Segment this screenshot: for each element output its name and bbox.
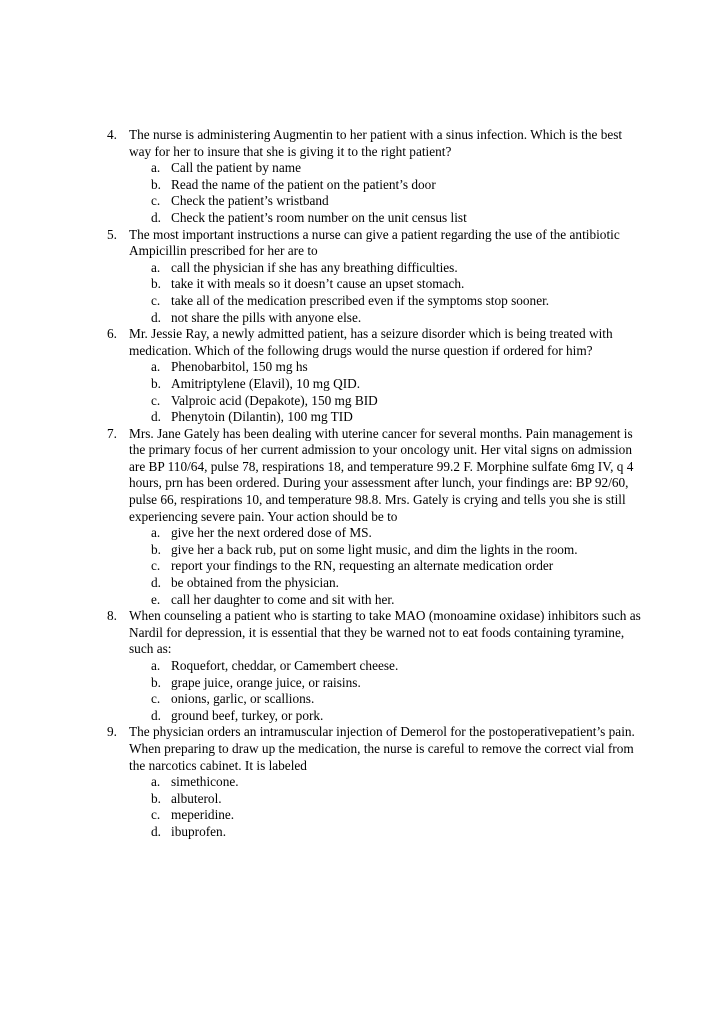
option (0, 558, 728, 575)
option-letter: d. (151, 707, 161, 723)
question-number: 4. (107, 127, 117, 142)
option-text: call the physician if she has any breathing difficulties. (171, 259, 458, 275)
option (0, 525, 728, 542)
option (0, 708, 728, 725)
question-4 (0, 127, 728, 160)
option (0, 691, 728, 708)
question-6 (0, 326, 728, 359)
option (0, 807, 728, 824)
option-text: be obtained from the physician. (171, 575, 340, 591)
option-text: Read the name of the patient on the patient’s door (171, 176, 436, 192)
question-text: The physician orders an intramuscular injection of Demerol for the postoperativepatient’s pain. When preparing to draw up the medication, the nurse is careful to remove the correct vial from the narcotics cabinet. It is labeled (129, 724, 635, 773)
option-letter: b. (151, 541, 161, 557)
option-letter: c. (151, 193, 161, 209)
question-text: The nurse is administering Augmentin to her patient with a sinus infection. Which is the best way for her to insure that she is giving it to the right patient? (129, 127, 623, 159)
question-9 (0, 724, 728, 774)
option (0, 260, 728, 277)
option-text: meperidine. (171, 807, 235, 823)
question-number: 8. (107, 608, 117, 624)
option-text: ibuprofen. (171, 823, 227, 839)
option-text: Roquefort, cheddar, or Camembert cheese. (171, 658, 399, 673)
option-text: report your findings to the RN, requesting an alternate medication order (171, 558, 554, 574)
option-text: Phenytoin (Dilantin), 100 mg TID (171, 409, 353, 425)
option-letter: c. (151, 558, 161, 574)
option-letter: d. (151, 209, 161, 225)
question-text: The most important instructions a nurse can give a patient regarding the use of the antibiotic Ampicillin prescribed for her are to (129, 226, 620, 259)
document-page (0, 127, 728, 841)
option (0, 791, 728, 808)
option (0, 658, 728, 675)
option-text: Call the patient by name (171, 160, 301, 176)
question-text: When counseling a patient who is starting to take MAO (monoamine oxidase) inhibitors such as Nardil for depression, it is essential that they be warned not to eat foods containing tyramine, such as: (129, 608, 641, 657)
option-letter: b. (151, 276, 161, 292)
question-text: Mr. Jessie Ray, a newly admitted patient, has a seizure disorder which is being treated with medication. Which of the following drugs would the nurse question if ordered for him? (129, 326, 613, 358)
option (0, 310, 728, 327)
option-text: ground beef, turkey, or pork. (171, 707, 324, 723)
option-text: Check the patient’s room number on the unit census list (171, 209, 467, 225)
option-text: grape juice, orange juice, or raisins. (171, 674, 361, 690)
option (0, 193, 728, 210)
option (0, 393, 728, 410)
option-letter: c. (151, 292, 161, 308)
option-letter: a. (151, 774, 161, 790)
option (0, 774, 728, 791)
option (0, 210, 728, 227)
option-text: not share the pills with anyone else. (171, 309, 362, 325)
option-text: call her daughter to come and sit with her. (171, 591, 395, 607)
option-text: onions, garlic, or scallions. (171, 691, 315, 707)
question-number: 5. (107, 226, 117, 242)
option (0, 359, 728, 376)
option-letter: b. (151, 176, 161, 192)
question-8 (0, 608, 728, 658)
option-letter: e. (151, 591, 161, 607)
question-number: 7. (107, 425, 117, 441)
option-letter: b. (151, 674, 161, 690)
option-text: take all of the medication prescribed even if the symptoms stop sooner. (171, 292, 550, 308)
question-text: Mrs. Jane Gately has been dealing with uterine cancer for several months. Pain management is the primary focus of her current admission to your oncology unit. Her vital signs on admission are BP 110/64, pulse 78, respirations 18, and temperature 99.2 F. Morphine sulfate 6mg IV, q 4 hours, prn has been ordered. During your assessment after lunch, your findings are: BP 92/60, pulse 66, respirations 10, and temperature 98.8. Mrs. Gately is crying and tells you she is still experiencing severe pain. Your action should be to (129, 425, 634, 524)
option (0, 675, 728, 692)
option-letter: d. (151, 309, 161, 325)
option-letter: b. (151, 375, 161, 391)
option (0, 824, 728, 841)
option (0, 160, 728, 177)
option-letter: c. (151, 807, 161, 823)
option (0, 276, 728, 293)
option-text: take it with meals so it doesn’t cause an upset stomach. (171, 276, 465, 292)
option-letter: c. (151, 691, 161, 707)
option-text: Valproic acid (Depakote), 150 mg BID (171, 392, 378, 408)
option-text: Check the patient’s wristband (171, 193, 329, 209)
option-letter: a. (151, 359, 161, 375)
option-letter: d. (151, 409, 161, 425)
option (0, 575, 728, 592)
question-7 (0, 426, 728, 526)
option (0, 409, 728, 426)
option (0, 293, 728, 310)
option-letter: a. (151, 160, 161, 176)
option-letter: d. (151, 575, 161, 591)
option-text: give her the next ordered dose of MS. (171, 525, 372, 541)
option-letter: a. (151, 525, 161, 541)
option (0, 592, 728, 609)
option-letter: b. (151, 790, 161, 806)
option-text: give her a back rub, put on some light music, and dim the lights in the room. (171, 541, 578, 557)
question-number: 9. (107, 724, 117, 740)
option-letter: c. (151, 392, 161, 408)
question-number: 6. (107, 326, 117, 342)
option-text: Phenobarbitol, 150 mg hs (171, 359, 308, 375)
option-letter: a. (151, 259, 161, 275)
option-text: Amitriptylene (Elavil), 10 mg QID. (171, 375, 361, 391)
option (0, 542, 728, 559)
option-text: albuterol. (171, 790, 222, 806)
option (0, 177, 728, 194)
option-letter: a. (151, 658, 161, 673)
option-letter: d. (151, 823, 161, 839)
question-5 (0, 227, 728, 260)
option (0, 376, 728, 393)
option-text: simethicone. (171, 774, 239, 790)
